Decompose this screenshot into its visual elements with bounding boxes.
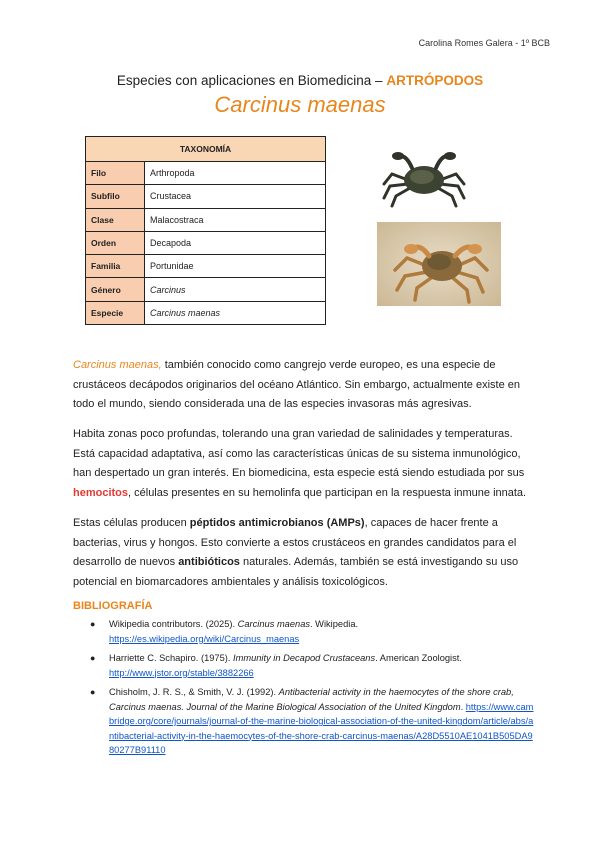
rank-label: Orden bbox=[86, 231, 145, 254]
rank-label: Familia bbox=[86, 255, 145, 278]
species-name-inline: Carcinus maenas, bbox=[73, 359, 162, 371]
antibioticos-bold: antibióticos bbox=[178, 556, 240, 568]
table-row bbox=[86, 185, 326, 208]
ref-title: Immunity in Decapod Crustaceans bbox=[233, 653, 376, 663]
ref-link[interactable]: https://es.wikipedia.org/wiki/Carcinus_maenas bbox=[109, 633, 300, 644]
ref-rest: . Wikipedia. bbox=[310, 619, 359, 629]
rank-value: Malacostraca bbox=[145, 208, 326, 231]
title-block bbox=[0, 73, 600, 118]
table-row bbox=[86, 208, 326, 231]
ref-title: Carcinus maenas bbox=[237, 619, 311, 629]
ref-author: Wikipedia contributors. (2025). bbox=[109, 619, 238, 629]
paragraph-habitat bbox=[73, 425, 531, 503]
rank-label: Filo bbox=[86, 162, 145, 185]
list-item bbox=[73, 651, 535, 680]
paragraph-intro bbox=[73, 356, 531, 415]
rank-label: Especie bbox=[86, 301, 145, 324]
ref-link[interactable]: https://www.cambridge.org/core/journals/journal-of-the-marine-biological-association-of-the-united-kingdom/article/abs/antibacterial-activity-in-the-haemocytes-of-the-shore-crab-carcinus-maenas/A28D5510AE1041B505DA980277B91110 bbox=[109, 701, 534, 755]
document-title bbox=[0, 73, 600, 88]
title-prefix: Especies con aplicaciones en Biomedicina – bbox=[116, 73, 387, 88]
table-row bbox=[86, 231, 326, 254]
ref-title: Antibacterial activity in the haemocytes of the shore crab, Carcinus maenas. Journal of the Marine Biological Association of the United Kingdom bbox=[109, 687, 514, 712]
rank-value: Carcinus bbox=[145, 278, 326, 301]
rank-value: Portunidae bbox=[145, 255, 326, 278]
rank-label: Subfilo bbox=[86, 185, 145, 208]
crab-photo-sand bbox=[377, 222, 501, 306]
bibliography-heading: BIBLIOGRAFÍA bbox=[73, 600, 153, 612]
amps-bold: péptidos antimicrobianos (AMPs) bbox=[189, 517, 365, 529]
rank-value: Crustacea bbox=[145, 185, 326, 208]
table-row bbox=[86, 162, 326, 185]
bullet-icon: ● bbox=[90, 619, 96, 629]
hemocitos-highlight: hemocitos bbox=[73, 486, 129, 499]
title-accent: ARTRÓPODOS bbox=[386, 73, 484, 88]
ref-author: Harriette C. Schapiro. (1975). bbox=[109, 653, 234, 663]
ref-rest: . bbox=[460, 701, 466, 712]
amps-text-1: Estas células producen bbox=[73, 517, 190, 529]
amps-text-2: , capaces de hacer frente a bacterias, virus y hongos. Esto convierte a estos crustáceos en grandes candidatos para el desarrollo de nuevos bbox=[73, 517, 517, 568]
habitat-text-end: , células presentes en su hemolinfa que participan en la respuesta inmune innata. bbox=[128, 486, 527, 499]
rank-value: Carcinus maenas bbox=[145, 301, 326, 324]
list-item bbox=[73, 617, 535, 646]
ref-rest: . American Zoologist. bbox=[375, 653, 462, 663]
habitat-text: Habita zonas poco profundas, tolerando una gran variedad de salinidades y temperaturas. Está capacidad adaptativa, así como las características únicas de su sistema inmunológico, han despertado un gran interés. En biomedicina, esta especie está siendo estudiada por sus bbox=[73, 428, 525, 479]
crab-photo-top bbox=[378, 144, 470, 210]
header-author: Carolina Romes Galera - 1º BCB bbox=[418, 38, 550, 48]
taxonomy-heading: TAXONOMÍA bbox=[86, 137, 326, 162]
paragraph-amps bbox=[73, 514, 531, 592]
bullet-icon: ● bbox=[90, 687, 96, 697]
table-row bbox=[86, 255, 326, 278]
bullet-icon: ● bbox=[90, 653, 96, 663]
table-row bbox=[86, 278, 326, 301]
intro-text: también conocido como cangrejo verde europeo, es una especie de crustáceos decápodos originarios del océano Atlántico. Sin embargo, actualmente existe en todo el mundo, siendo considerada una de las especies invasoras más agresivas. bbox=[73, 359, 520, 410]
ref-link[interactable]: http://www.jstor.org/stable/3882266 bbox=[109, 667, 254, 678]
list-item bbox=[73, 685, 535, 758]
species-title: Carcinus maenas bbox=[214, 92, 386, 117]
amps-text-3: naturales. Además, también se está investigando su uso potencial en biomarcadores ambientales y análisis toxicológicos. bbox=[73, 556, 519, 588]
rank-label: Clase bbox=[86, 208, 145, 231]
rank-label: Género bbox=[86, 278, 145, 301]
rank-value: Decapoda bbox=[145, 231, 326, 254]
taxonomy-table bbox=[85, 136, 326, 325]
ref-author: Chisholm, J. R. S., & Smith, V. J. (1992). bbox=[109, 687, 279, 697]
table-row bbox=[86, 301, 326, 324]
rank-value: Arthropoda bbox=[145, 162, 326, 185]
bibliography-list bbox=[73, 617, 535, 763]
